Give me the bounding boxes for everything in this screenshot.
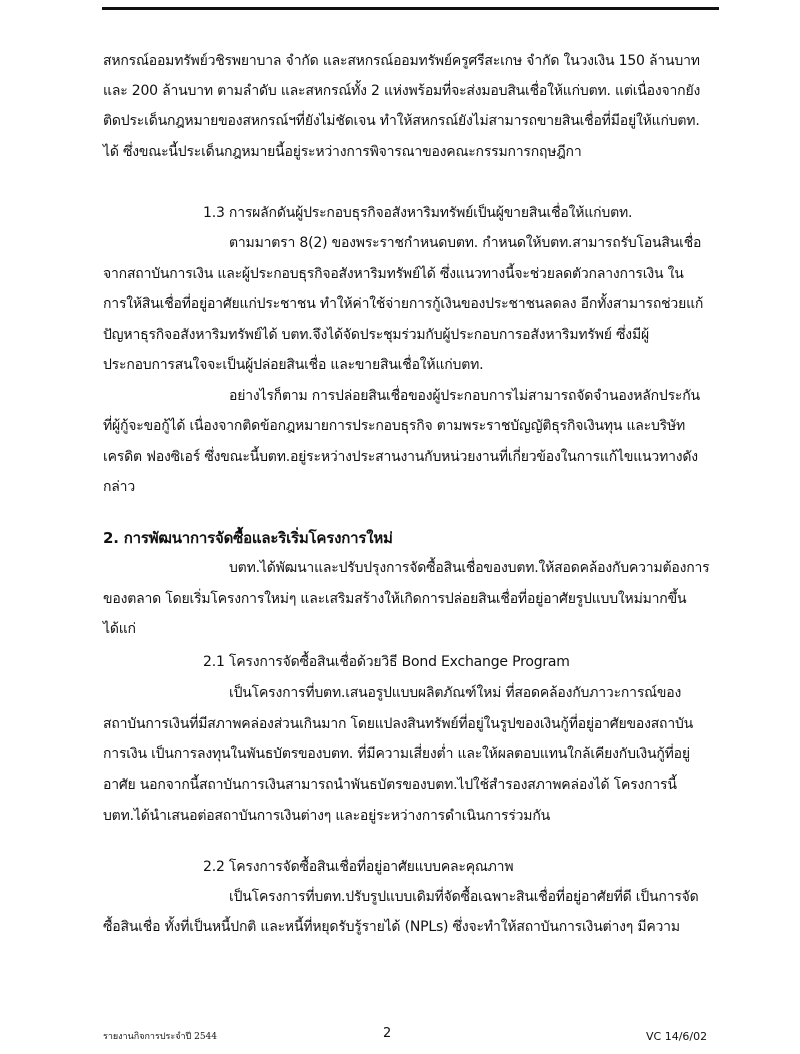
paragraph-line: จากสถาบันการเงิน และผู้ประกอบธุรกิจอสังหาริมทรัพย์ได้ ซึ่งแนวทางนี้จะช่วยลดตัวกลางการเงิน ใน: [103, 266, 684, 282]
paragraph-line: ตามมาตรา 8(2) ของพระราชกำหนดบตท. กำหนดให้บตท.สามารถรับโอนสินเชื่อ: [229, 235, 702, 251]
section-heading-2: 2. การพัฒนาการจัดซื้อและริเริ่มโครงการใหม่: [103, 529, 393, 547]
paragraph-line: อาศัย นอกจากนี้สถาบันการเงินสามารถนำพันธบัตรของบตท.ไปใช้สำรองสภาพคล่องได้ โครงการนี้: [103, 777, 677, 793]
paragraph-line: ประกอบการสนใจจะเป็นผู้ปล่อยสินเชื่อ และขายสินเชื่อให้แก่บตท.: [103, 357, 484, 373]
paragraph-line: บตท.ได้นำเสนอต่อสถาบันการเงินต่างๆ และอยู่ระหว่างการดำเนินการร่วมกัน: [103, 808, 550, 824]
paragraph-line: เป็นโครงการที่บตท.ปรับรูปแบบเดิมที่จัดซื้อเฉพาะสินเชื่อที่อยู่อาศัยที่ดี เป็นการจัด: [229, 889, 699, 905]
paragraph-line: ที่ผู้กู้จะขอกู้ได้ เนื่องจากติดข้อกฎหมายการประกอบธุรกิจ ตามพระราชบัญญัติธุรกิจเงินทุน และบริษัท: [103, 418, 686, 434]
paragraph-line: ของตลาด โดยเริ่มโครงการใหม่ๆ และเสริมสร้างให้เกิดการปล่อยสินเชื่อที่อยู่อาศัยรูปแบบใหม่มากขึ้น: [103, 591, 687, 607]
paragraph-line: และ 200 ล้านบาท ตามลำดับ และสหกรณ์ทั้ง 2 แห่งพร้อมที่จะส่งมอบสินเชื่อให้แก่บตท. แต่เนื่องจากยัง: [103, 83, 701, 99]
footer-doc-code: VC 14/6/02: [646, 1030, 708, 1043]
section-heading-2-2: 2.2 โครงการจัดซื้อสินเชื่อที่อยู่อาศัยแบบคละคุณภาพ: [203, 859, 514, 875]
paragraph-line: การให้สินเชื่อที่อยู่อาศัยแก่ประชาชน ทำให้ค่าใช้จ่ายการกู้เงินของประชาชนลดลง อีกทั้งสามารถช่วยแก้: [103, 296, 704, 312]
paragraph-line: สถาบันการเงินที่มีสภาพคล่องส่วนเกินมาก โดยแปลงสินทรัพย์ที่อยู่ในรูปของเงินกู้ที่อยู่อาศัยของสถาบัน: [103, 716, 694, 732]
paragraph-line: สหกรณ์ออมทรัพย์วชิรพยาบาล จำกัด และสหกรณ์ออมทรัพย์ครูศรีสะเกษ จำกัด ในวงเงิน 150 ล้านบาท: [103, 53, 700, 69]
paragraph-line: เป็นโครงการที่บตท.เสนอรูปแบบผลิตภัณฑ์ใหม่ ที่สอดคล้องกับภาวะการณ์ของ: [229, 685, 682, 701]
section-heading-1-3: 1.3 การผลักดันผู้ประกอบธุรกิจอสังหาริมทรัพย์เป็นผู้ขายสินเชื่อให้แก่บตท.: [203, 205, 633, 221]
paragraph-line: การเงิน เป็นการลงทุนในพันธบัตรของบตท. ที่มีความเสี่ยงต่ำ และให้ผลตอบแทนใกล้เคียงกับเงินกู้ที่อยู่: [103, 746, 690, 762]
section-heading-2-1: 2.1 โครงการจัดซื้อสินเชื่อด้วยวิธี Bond Exchange Program: [203, 654, 570, 670]
footer-report-title: รายงานกิจการประจำปี 2544: [103, 1032, 218, 1042]
paragraph-line: บตท.ได้พัฒนาและปรับปรุงการจัดซื้อสินเชื่อของบตท.ให้สอดคล้องกับความต้องการ: [229, 560, 710, 576]
paragraph-line: ติดประเด็นกฎหมายของสหกรณ์ฯที่ยังไม่ชัดเจน ทำให้สหกรณ์ยังไม่สามารถขายสินเชื่อที่มีอยู่ให้แก่บตท.: [103, 113, 700, 129]
paragraph-line: อย่างไรก็ตาม การปล่อยสินเชื่อของผู้ประกอบการไม่สามารถจัดจำนองหลักประกัน: [229, 388, 700, 404]
top-rule: [102, 7, 719, 10]
paragraph-line: ได้ ซึ่งขณะนี้ประเด็นกฎหมายนี้อยู่ระหว่างการพิจารณาของคณะกรรมการกฤษฎีกา: [103, 144, 582, 160]
paragraph-line: เครดิต ฟองซิเอร์ ซึ่งขณะนี้บตท.อยู่ระหว่างประสานงานกับหน่วยงานที่เกี่ยวข้องในการแก้ไขแนวทางดัง: [103, 449, 698, 465]
paragraph-line: กล่าว: [103, 479, 135, 495]
page-number: 2: [383, 1026, 392, 1041]
paragraph-line: ซื้อสินเชื่อ ทั้งที่เป็นหนี้ปกติ และหนี้ที่หยุดรับรู้รายได้ (NPLs) ซึ่งจะทำให้สถาบันการเงินต่างๆ มีความ: [103, 919, 680, 935]
paragraph-line: ปัญหาธุรกิจอสังหาริมทรัพย์ได้ บตท.จึงได้จัดประชุมร่วมกับผู้ประกอบการอสังหาริมทรัพย์ ซึ่งมีผู้: [103, 327, 649, 343]
paragraph-line: ได้แก่: [103, 621, 136, 637]
